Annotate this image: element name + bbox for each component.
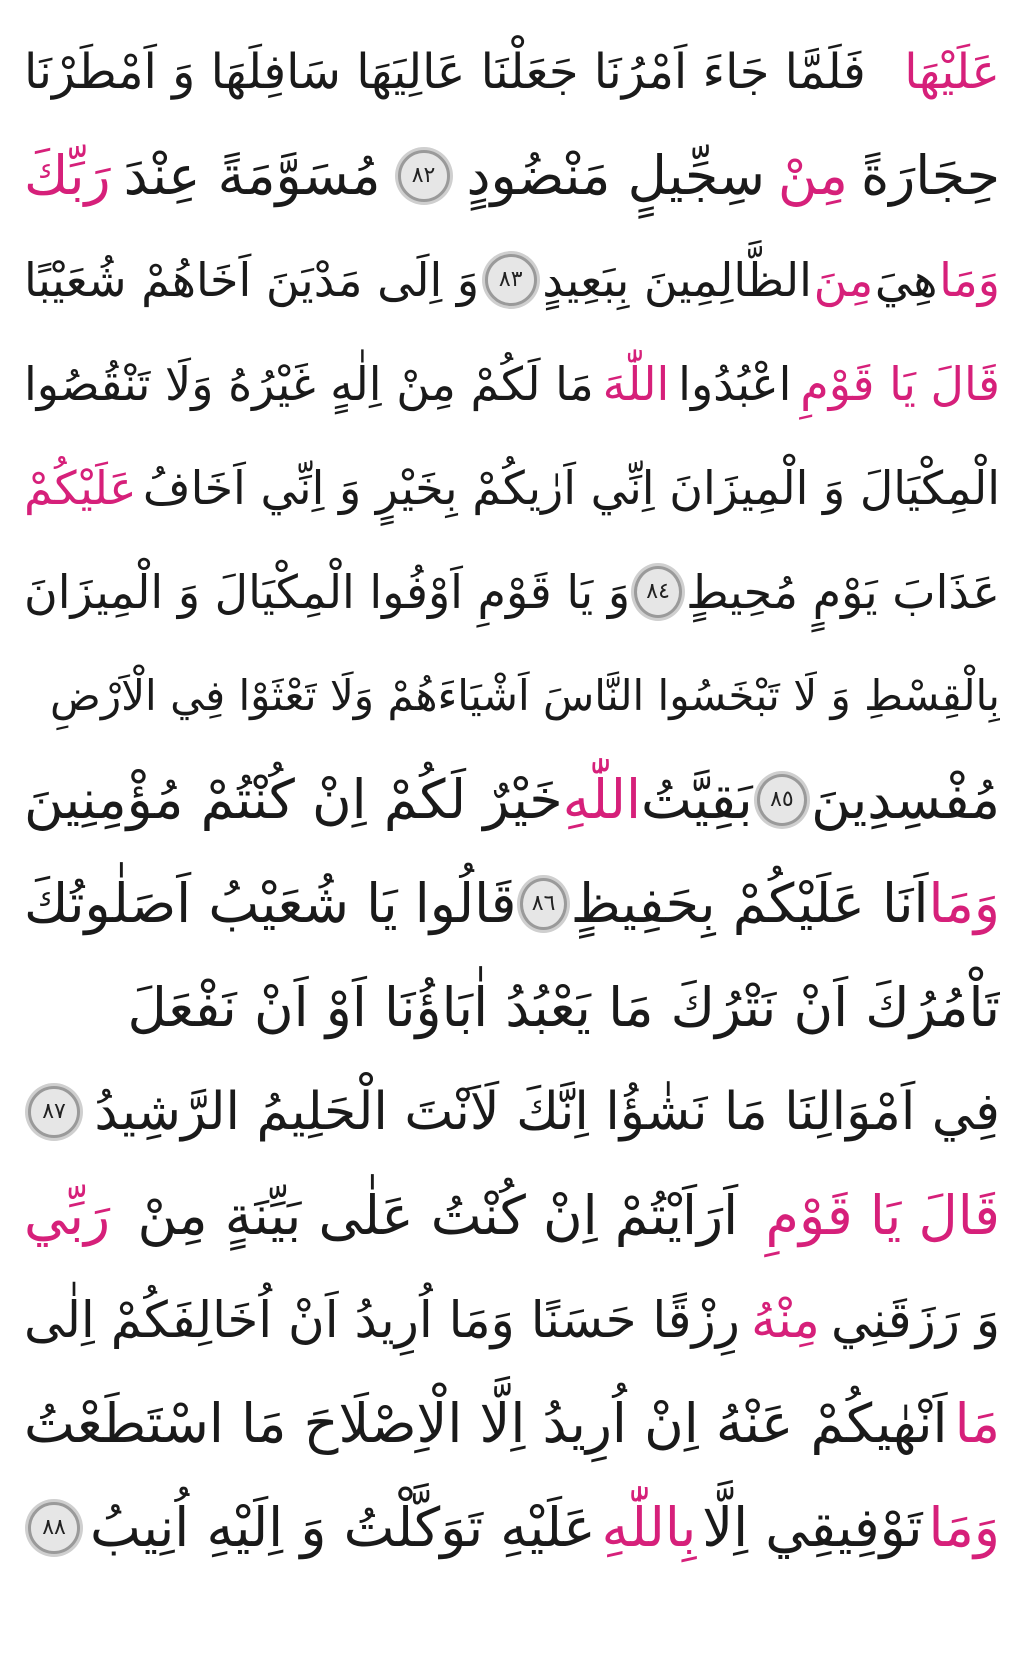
verse-text: بِالْقِسْطِ وَ لَا تَبْخَسُوا النَّاسَ اَشْيَاءَهُمْ وَلَا تَعْثَوْا فِي الْاَرْضِ <box>50 671 1000 720</box>
verse-text: هِيَ <box>874 253 938 307</box>
verse-text: مُسَوَّمَةً عِنْدَ <box>123 144 381 207</box>
verse-text: اَنَا عَلَيْكُمْ بِحَفِيظٍ <box>570 872 929 935</box>
highlighted-word: وَمَا <box>928 1496 1000 1559</box>
highlighted-word: بِاللّٰهِ <box>601 1496 697 1559</box>
highlighted-word: عَلَيْكُمْ <box>24 461 137 515</box>
highlighted-word: قَالَ يَا قَوْمِ <box>765 1184 1000 1247</box>
verse-line <box>24 228 1000 332</box>
verse-text: اعْبُدُوا <box>678 357 792 411</box>
highlighted-word: مِنَ <box>813 253 874 307</box>
highlighted-word: عَلَيْهَا <box>904 44 1000 100</box>
verse-text: رِزْقًا حَسَنًا وَمَا اُرِيدُ اَنْ اُخَالِفَكُمْ اِلٰى <box>24 1291 740 1349</box>
verse-line <box>24 1164 1000 1268</box>
verse-text: الظَّالِمِينَ بِبَعِيدٍ <box>542 253 812 307</box>
verse-text: وَ يَا قَوْمِ اَوْفُوا الْمِكْيَالَ وَ الْمِيزَانَ <box>24 565 631 619</box>
highlighted-word: اللّٰهَ <box>602 357 670 411</box>
ayah-number-marker: ٨٨ <box>28 1502 80 1554</box>
verse-text: مُفْسِدِينَ <box>811 768 1000 831</box>
verse-line <box>24 1268 1000 1372</box>
highlighted-word: وَمَا <box>939 253 1000 307</box>
verse-text: فِي اَمْوَالِنَا مَا نَشٰؤُا اِنَّكَ لَاَنْتَ الْحَلِيمُ الرَّشِيدُ <box>94 1082 1000 1142</box>
verse-text: عَذَابَ يَوْمٍ مُحِيطٍ <box>686 565 1000 619</box>
verse-text: فَلَمَّا جَاءَ اَمْرُنَا جَعَلْنَا عَالِيَهَا سَافِلَهَا وَ اَمْطَرْنَا <box>24 44 866 100</box>
verse-text: خَيْرٌ لَكُمْ اِنْ كُنْتُمْ مُؤْمِنِينَ <box>24 768 563 831</box>
ayah-number-marker: ٨٥ <box>757 774 807 826</box>
highlighted-word: مِنْهُ <box>751 1291 820 1349</box>
verse-text: حِجَارَةً <box>860 144 1000 207</box>
highlighted-word: اللّٰهِ <box>562 768 641 831</box>
highlighted-word: قَالَ يَا قَوْمِ <box>800 357 1000 411</box>
verse-text: وَ اِلَى مَدْيَنَ اَخَاهُمْ شُعَيْبًا <box>24 253 480 307</box>
ayah-number-marker: ٨٦ <box>520 878 566 930</box>
verse-line <box>24 1372 1000 1476</box>
verse-text: وَ رَزَقَنِي <box>831 1291 1000 1349</box>
verse-line <box>24 540 1000 644</box>
verse-line <box>24 956 1000 1060</box>
verse-text: قَالُوا يَا شُعَيْبُ اَصَلٰوتُكَ <box>24 872 517 935</box>
verse-text: اَنْهٰيكُمْ عَنْهُ اِنْ اُرِيدُ اِلَّا الْاِصْلَاحَ مَا اسْتَطَعْتُ <box>24 1392 948 1455</box>
ayah-number-marker: ٨٤ <box>634 566 682 618</box>
verse-text: تَاْمُرُكَ اَنْ نَتْرُكَ مَا يَعْبُدُ اٰبَاؤُنَا اَوْ اَنْ نَفْعَلَ <box>127 976 1000 1039</box>
highlighted-word: مِنْ <box>777 144 848 207</box>
verse-line <box>24 20 1000 124</box>
verse-line <box>24 332 1000 436</box>
highlighted-word: رَبِّكَ <box>24 144 111 207</box>
verse-line <box>24 644 1000 748</box>
ayah-number-marker: ٨٧ <box>28 1086 80 1138</box>
verse-text: مَا لَكُمْ مِنْ اِلٰهٍ غَيْرُهُ وَلَا تَنْقُصُوا <box>24 357 594 411</box>
ayah-number-marker: ٨٣ <box>485 254 537 306</box>
verse-line <box>24 1476 1000 1580</box>
verse-text: الْمِكْيَالَ وَ الْمِيزَانَ اِنِّي اَرٰيكُمْ بِخَيْرٍ وَ اِنِّي اَخَافُ <box>142 461 1000 515</box>
highlighted-word: مَا <box>954 1392 1000 1455</box>
highlighted-word: رَبِّي <box>24 1184 111 1247</box>
verse-text: بَقِيَّتُ <box>640 768 753 831</box>
verse-text: عَلَيْهِ تَوَكَّلْتُ وَ اِلَيْهِ اُنِيبُ <box>89 1496 596 1559</box>
highlighted-word: وَمَا <box>928 872 1000 935</box>
verse-line <box>24 124 1000 228</box>
verse-text: سِجِّيلٍ مَنْضُودٍ <box>466 144 765 207</box>
verse-line <box>24 852 1000 956</box>
verse-line <box>24 748 1000 852</box>
verse-text: تَوْفِيقِي اِلَّا <box>702 1496 923 1559</box>
ayah-number-marker: ٨٢ <box>398 150 450 202</box>
verse-text: اَرَاَيْتُمْ اِنْ كُنْتُ عَلٰى بَيِّنَةٍ مِنْ <box>137 1184 739 1247</box>
verse-line <box>24 1060 1000 1164</box>
verse-line <box>24 436 1000 540</box>
